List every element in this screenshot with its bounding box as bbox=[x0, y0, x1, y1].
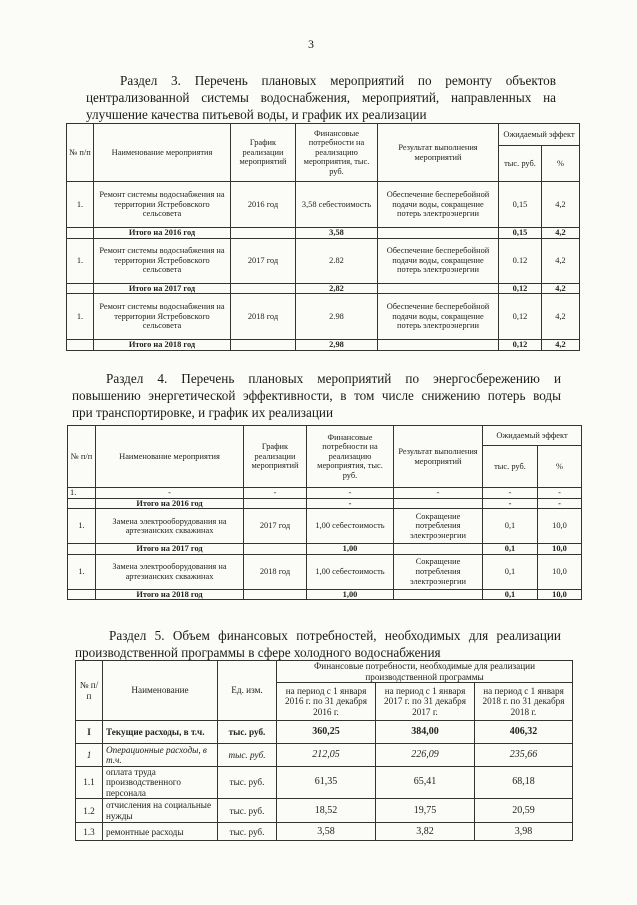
cell-rub: - bbox=[483, 498, 538, 509]
col-header-effect: Ожидаемый эффект bbox=[499, 124, 580, 146]
total-row bbox=[68, 589, 582, 600]
col-header-unit: Ед. изм. bbox=[218, 661, 277, 721]
col-header-period-2016: на период с 1 января 2016 г. по 31 декабря 2016 г. bbox=[277, 683, 376, 721]
cell-finance: 2,98 bbox=[296, 340, 378, 351]
cell-rub: 0,12 bbox=[499, 340, 542, 351]
section4-title-line: повышению энергетической эффективности, в том числе снижению потерь воды bbox=[72, 388, 561, 403]
cell-finance: - bbox=[307, 498, 394, 509]
col-header-effect-pct: % bbox=[542, 146, 580, 182]
cell-year: 2018 год bbox=[231, 294, 296, 340]
cell-num: 1.2 bbox=[76, 799, 103, 823]
col-header-effect: Ожидаемый эффект bbox=[483, 426, 582, 446]
cell-pct: 4,2 bbox=[542, 294, 580, 340]
cell-finance: 2.82 bbox=[296, 238, 378, 283]
cell-year: 2016 год bbox=[231, 182, 296, 228]
table-row bbox=[67, 238, 580, 283]
cell-value-2018: 68,18 bbox=[475, 767, 573, 799]
cell-unit: тыс. руб. bbox=[218, 721, 277, 744]
cell-result: Обеспечение бесперебойной подачи воды, сокращение потерь электроэнергии bbox=[378, 182, 499, 228]
col-header-schedule: График реализации мероприятий bbox=[231, 124, 296, 182]
table-row bbox=[68, 488, 582, 499]
col-header-period-2017: на период с 1 января 2017 г. по 31 декабря 2017 г. bbox=[376, 683, 475, 721]
col-header-finance: Финансовые потребности на реализацию мероприятия, тыс. руб. bbox=[307, 426, 394, 488]
cell-finance: 2.98 bbox=[296, 294, 378, 340]
cell-value-2016: 3,58 bbox=[277, 823, 376, 841]
cell-num: 1. bbox=[68, 554, 96, 589]
cell-num: 1.3 bbox=[76, 823, 103, 841]
cell-year: 2018 год bbox=[244, 554, 307, 589]
cell-value-2017: 3,82 bbox=[376, 823, 475, 841]
cell-rub: 0,15 bbox=[499, 182, 542, 228]
cell-finance: 2,82 bbox=[296, 283, 378, 294]
cell-num: 1. bbox=[67, 182, 94, 228]
cell-total-label: Итого на 2018 год bbox=[94, 340, 231, 351]
table-row bbox=[68, 509, 582, 544]
cell-finance: 1,00 bbox=[307, 589, 394, 600]
cell-num: I bbox=[76, 721, 103, 744]
cell-result: Обеспечение бесперебойной подачи воды, сокращение потерь электроэнергии bbox=[378, 294, 499, 340]
cell-pct: 4,2 bbox=[542, 182, 580, 228]
cell-value-2018: 235,66 bbox=[475, 744, 573, 767]
section5-title-line: Раздел 5. Объем финансовых потребностей, необходимых для реализации bbox=[109, 628, 561, 643]
cell-value-2017: 19,75 bbox=[376, 799, 475, 823]
cell-pct: - bbox=[538, 488, 582, 499]
cell-unit: тыс. руб. bbox=[218, 767, 277, 799]
table-row bbox=[76, 823, 573, 841]
cell-num: 1. bbox=[68, 488, 96, 499]
cell-name: Замена электрооборудования на артезианских скважинах bbox=[96, 509, 244, 544]
cell-total-label: Итого на 2017 год bbox=[96, 544, 244, 555]
section4-title-line: при транспортировке, и график их реализации bbox=[72, 405, 334, 420]
col-header-finance: Финансовые потребности на реализацию мероприятия, тыс. руб. bbox=[296, 124, 378, 182]
cell-num: 1.1 bbox=[76, 767, 103, 799]
total-row bbox=[68, 544, 582, 555]
cell-unit: тыс. руб. bbox=[218, 823, 277, 841]
cell-rub: 0,1 bbox=[483, 544, 538, 555]
cell-value-2016: 61,35 bbox=[277, 767, 376, 799]
col-header-schedule: График реализации мероприятий bbox=[244, 426, 307, 488]
cell-rub: 0,12 bbox=[499, 294, 542, 340]
cell-value-2016: 212,05 bbox=[277, 744, 376, 767]
cell-result: Сокращение потребления электроэнергии bbox=[394, 554, 483, 589]
cell-finance: - bbox=[307, 488, 394, 499]
col-header-num: № п/п bbox=[68, 426, 96, 488]
cell-name: Операционные расходы, в т.ч. bbox=[103, 744, 218, 767]
cell-rub: 0,1 bbox=[483, 589, 538, 600]
cell-num: 1. bbox=[68, 509, 96, 544]
cell-finance: 3,58 bbox=[296, 228, 378, 239]
table-row bbox=[76, 767, 573, 799]
section3-title-line: централизованной системы водоснабжения, мероприятий, направленных на bbox=[86, 90, 556, 105]
cell-pct: - bbox=[538, 498, 582, 509]
cell-value-2017: 65,41 bbox=[376, 767, 475, 799]
page-number: 3 bbox=[308, 37, 314, 51]
col-header-finance: Финансовые потребности, необходимые для реализации производственной программы bbox=[277, 661, 573, 683]
section3-title-line: Раздел 3. Перечень плановых мероприятий по ремонту объектов bbox=[120, 73, 556, 88]
col-header-period-2018: на период с 1 января 2018 г. по 31 декабря 2018 г. bbox=[475, 683, 573, 721]
cell-name: - bbox=[96, 488, 244, 499]
cell-value-2017: 226,09 bbox=[376, 744, 475, 767]
cell-name: Ремонт системы водоснабжения на территории Ястребовского сельсовета bbox=[94, 238, 231, 283]
cell-total-label: Итого на 2016 год bbox=[94, 228, 231, 239]
table-row bbox=[76, 744, 573, 767]
table-row bbox=[76, 799, 573, 823]
section5-title bbox=[75, 627, 561, 661]
cell-finance: 1,00 себестоимость bbox=[307, 554, 394, 589]
cell-name: отчисления на социальные нужды bbox=[103, 799, 218, 823]
cell-name: Текущие расходы, в т.ч. bbox=[103, 721, 218, 744]
cell-rub: - bbox=[483, 488, 538, 499]
cell-pct: 10,0 bbox=[538, 589, 582, 600]
col-header-effect-pct: % bbox=[538, 446, 582, 488]
col-header-num: № п/п bbox=[76, 661, 103, 721]
cell-pct: 10,0 bbox=[538, 554, 582, 589]
cell-value-2016: 360,25 bbox=[277, 721, 376, 744]
cell-pct: 4,2 bbox=[542, 283, 580, 294]
cell-rub: 0,1 bbox=[483, 554, 538, 589]
cell-name: Ремонт системы водоснабжения на территории Ястребовского сельсовета bbox=[94, 182, 231, 228]
cell-result: - bbox=[394, 488, 483, 499]
cell-value-2018: 20,59 bbox=[475, 799, 573, 823]
cell-rub: 0,12 bbox=[499, 283, 542, 294]
cell-rub: 0.12 bbox=[499, 238, 542, 283]
col-header-name: Наименование мероприятия bbox=[96, 426, 244, 488]
cell-value-2018: 406,32 bbox=[475, 721, 573, 744]
section3-table bbox=[66, 123, 580, 351]
total-row bbox=[67, 283, 580, 294]
section3-title-line: улучшение качества питьевой воды, и график их реализации bbox=[86, 107, 427, 122]
cell-value-2016: 18,52 bbox=[277, 799, 376, 823]
cell-num: 1 bbox=[76, 744, 103, 767]
cell-pct: 4,2 bbox=[542, 228, 580, 239]
cell-name: Замена электрооборудования на артезианских скважинах bbox=[96, 554, 244, 589]
cell-num: 1. bbox=[67, 294, 94, 340]
col-header-name: Наименование мероприятия bbox=[94, 124, 231, 182]
cell-value-2018: 3,98 bbox=[475, 823, 573, 841]
cell-total-label: Итого на 2017 год bbox=[94, 283, 231, 294]
cell-name: оплата труда производственного персонала bbox=[103, 767, 218, 799]
total-row bbox=[67, 228, 580, 239]
section3-title bbox=[86, 72, 556, 123]
cell-unit: тыс. руб. bbox=[218, 744, 277, 767]
cell-total-label: Итого на 2016 год bbox=[96, 498, 244, 509]
table-row bbox=[67, 294, 580, 340]
cell-num: 1. bbox=[67, 238, 94, 283]
cell-year: - bbox=[244, 488, 307, 499]
cell-result: Сокращение потребления электроэнергии bbox=[394, 509, 483, 544]
cell-finance: 1,00 bbox=[307, 544, 394, 555]
col-header-result: Результат выполнения мероприятий bbox=[378, 124, 499, 182]
table-row bbox=[67, 182, 580, 228]
table-row bbox=[76, 721, 573, 744]
section5-title-line: производственной программы в сфере холодного водоснабжения bbox=[75, 645, 441, 660]
cell-finance: 1,00 себестоимость bbox=[307, 509, 394, 544]
cell-value-2017: 384,00 bbox=[376, 721, 475, 744]
cell-rub: 0,1 bbox=[483, 509, 538, 544]
cell-year: 2017 год bbox=[231, 238, 296, 283]
cell-pct: 4,2 bbox=[542, 238, 580, 283]
cell-rub: 0,15 bbox=[499, 228, 542, 239]
cell-result: Обеспечение бесперебойной подачи воды, сокращение потерь электроэнергии bbox=[378, 238, 499, 283]
section5-table bbox=[75, 660, 573, 841]
cell-pct: 4,2 bbox=[542, 340, 580, 351]
table-row bbox=[68, 554, 582, 589]
cell-name: Ремонт системы водоснабжения на территории Ястребовского сельсовета bbox=[94, 294, 231, 340]
col-header-effect-rub: тыс. руб. bbox=[499, 146, 542, 182]
cell-total-label: Итого на 2018 год bbox=[96, 589, 244, 600]
cell-year: 2017 год bbox=[244, 509, 307, 544]
total-row bbox=[67, 340, 580, 351]
section4-table bbox=[67, 425, 582, 600]
col-header-effect-rub: тыс. руб. bbox=[483, 446, 538, 488]
cell-unit: тыс. руб. bbox=[218, 799, 277, 823]
cell-finance: 3,58 себестоимость bbox=[296, 182, 378, 228]
col-header-num: № п/п bbox=[67, 124, 94, 182]
total-row bbox=[68, 498, 582, 509]
col-header-name: Наименование bbox=[103, 661, 218, 721]
cell-name: ремонтные расходы bbox=[103, 823, 218, 841]
col-header-result: Результат выполнения мероприятий bbox=[394, 426, 483, 488]
cell-pct: 10,0 bbox=[538, 509, 582, 544]
section4-title-line: Раздел 4. Перечень плановых мероприятий по энергосбережению и bbox=[106, 371, 561, 386]
cell-pct: 10,0 bbox=[538, 544, 582, 555]
section4-title bbox=[72, 370, 561, 421]
